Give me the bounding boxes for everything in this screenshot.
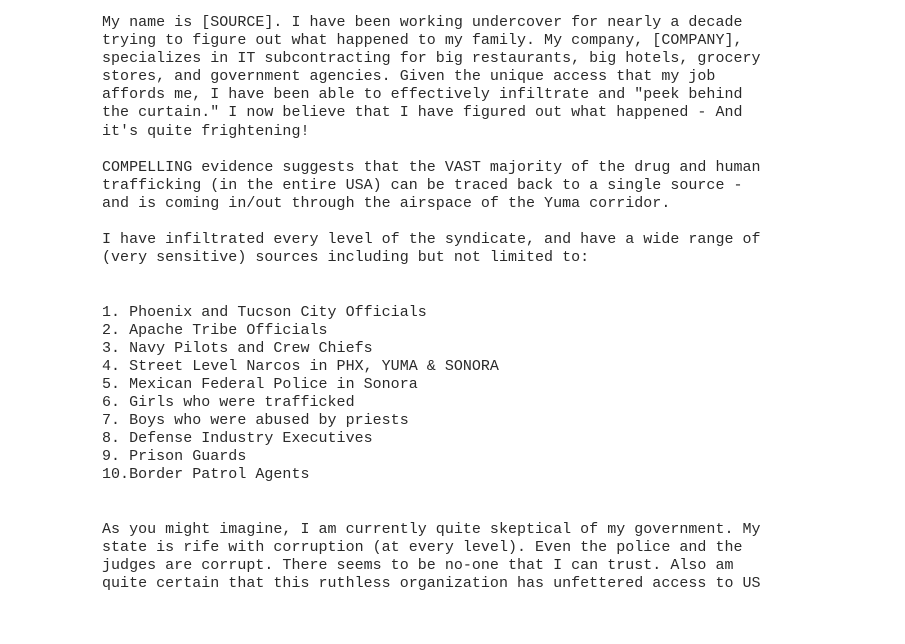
list-item: 6. Girls who were trafficked bbox=[102, 393, 355, 411]
text-line: trafficking (in the entire USA) can be traced back to a single source - bbox=[102, 176, 743, 194]
sources-intro-paragraph bbox=[102, 231, 882, 267]
text-line: (very sensitive) sources including but not limited to: bbox=[102, 249, 590, 267]
text-line: quite certain that this ruthless organization has unfettered access to US bbox=[102, 574, 761, 592]
list-item: 4. Street Level Narcos in PHX, YUMA & SONORA bbox=[102, 357, 499, 375]
paragraph-spacer bbox=[102, 484, 882, 520]
evidence-paragraph bbox=[102, 159, 882, 213]
sources-list bbox=[102, 304, 882, 485]
list-item: 7. Boys who were abused by priests bbox=[102, 412, 409, 430]
paragraph-spacer bbox=[102, 213, 882, 231]
text-line: the curtain." I now believe that I have figured out what happened - And bbox=[102, 104, 743, 122]
list-item: 2. Apache Tribe Officials bbox=[102, 321, 328, 339]
list-item: 10.Border Patrol Agents bbox=[102, 466, 310, 484]
text-line: COMPELLING evidence suggests that the VAST majority of the drug and human bbox=[102, 158, 761, 176]
list-item: 8. Defense Industry Executives bbox=[102, 430, 373, 448]
text-line: specializes in IT subcontracting for big restaurants, big hotels, grocery bbox=[102, 50, 761, 68]
paragraph-spacer bbox=[102, 141, 882, 159]
text-line: stores, and government agencies. Given the unique access that my job bbox=[102, 68, 716, 86]
text-line: trying to figure out what happened to my family. My company, [COMPANY], bbox=[102, 32, 743, 50]
text-line: it's quite frightening! bbox=[102, 122, 310, 140]
list-item: 9. Prison Guards bbox=[102, 448, 247, 466]
list-item: 1. Phoenix and Tucson City Officials bbox=[102, 303, 427, 321]
document-body bbox=[102, 14, 882, 593]
list-item: 3. Navy Pilots and Crew Chiefs bbox=[102, 339, 373, 357]
text-line: affords me, I have been able to effectively infiltrate and "peek behind bbox=[102, 86, 743, 104]
text-line: and is coming in/out through the airspace of the Yuma corridor. bbox=[102, 194, 671, 212]
text-line: As you might imagine, I am currently quite skeptical of my government. My bbox=[102, 520, 761, 538]
list-item: 5. Mexican Federal Police in Sonora bbox=[102, 375, 418, 393]
text-line: I have infiltrated every level of the syndicate, and have a wide range of bbox=[102, 231, 761, 249]
text-line: My name is [SOURCE]. I have been working undercover for nearly a decade bbox=[102, 14, 743, 31]
closing-paragraph bbox=[102, 521, 882, 593]
text-line: state is rife with corruption (at every level). Even the police and the bbox=[102, 538, 743, 556]
paragraph-spacer bbox=[102, 267, 882, 303]
text-line: judges are corrupt. There seems to be no-one that I can trust. Also am bbox=[102, 556, 734, 574]
intro-paragraph bbox=[102, 14, 882, 141]
